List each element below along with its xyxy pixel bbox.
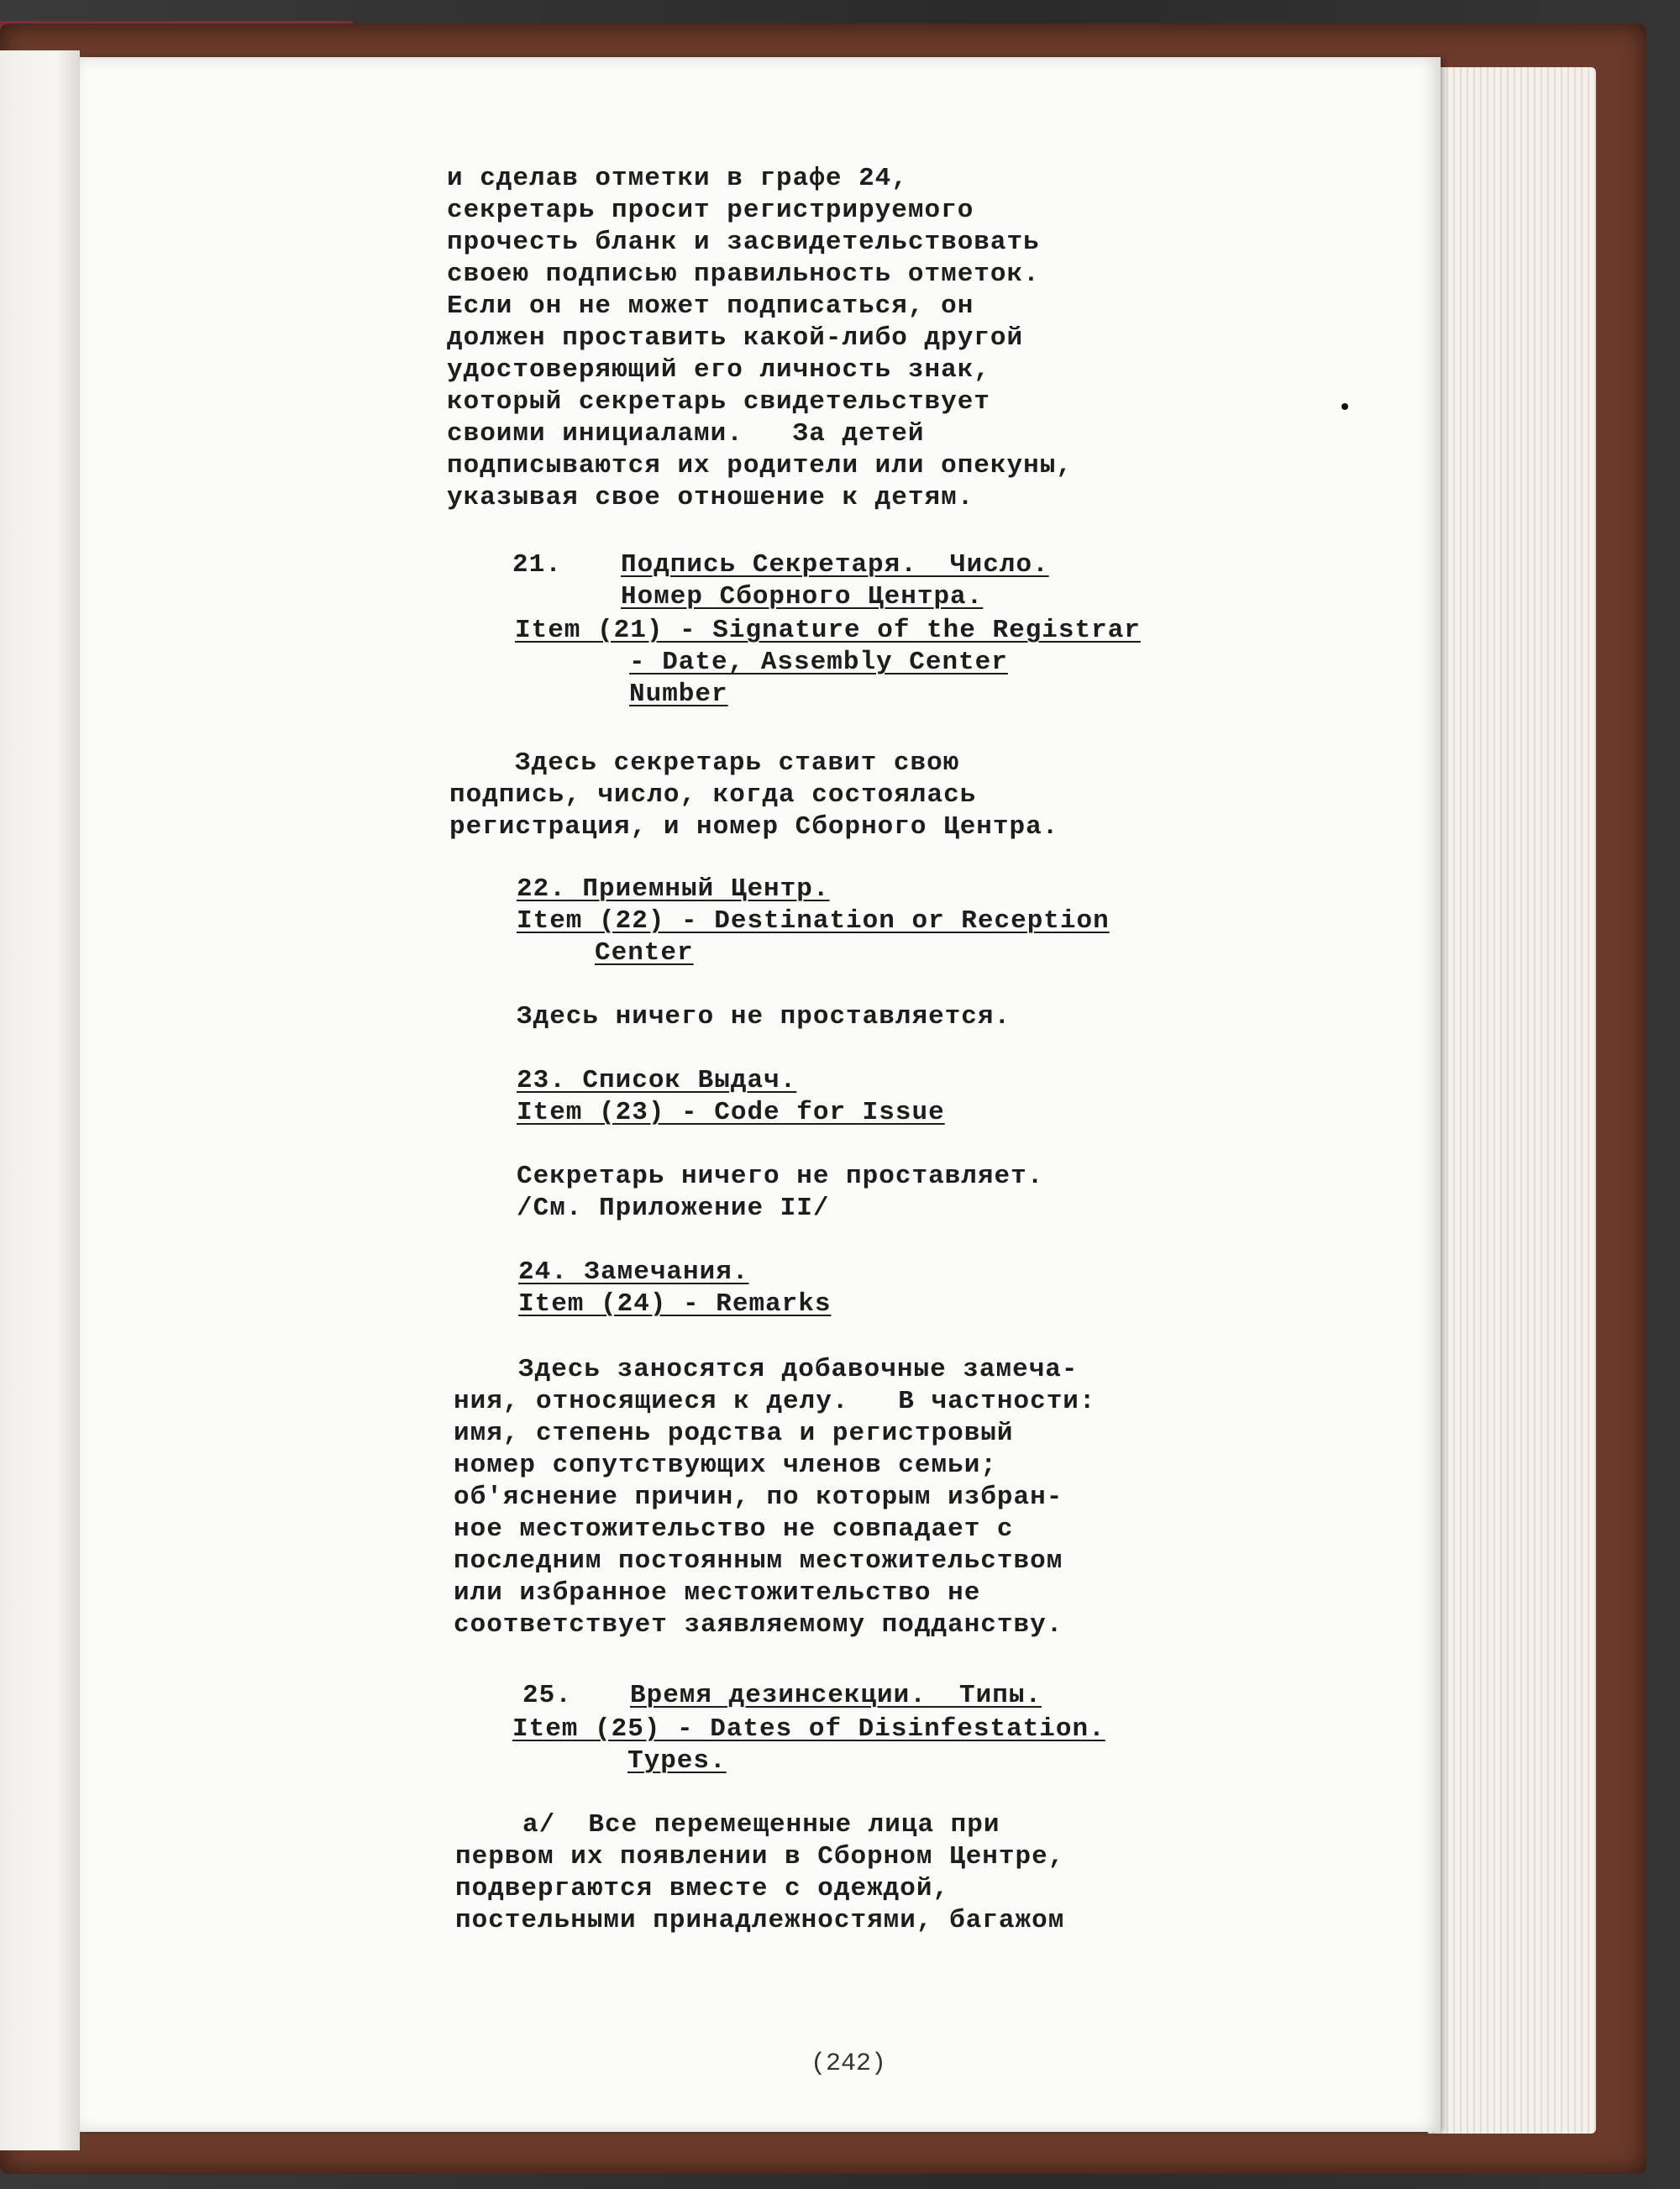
ink-speck	[1341, 403, 1348, 410]
text-line: должен проставить какой-либо другой	[447, 323, 1024, 353]
text-line: первом их появлении в Сборном Центре,	[455, 1842, 1065, 1871]
item-heading-en: Center	[595, 938, 694, 968]
text-line: Если он не может подписаться, он	[447, 291, 974, 321]
item-heading-en: Item (25) - Dates of Disinfestation.	[512, 1714, 1105, 1744]
page-edges	[1428, 67, 1596, 2134]
text-line: или избранное местожительство не	[454, 1578, 981, 1608]
text-line: Здесь ничего не проставляется.	[517, 1002, 1011, 1032]
text-line: и сделав отметки в графе 24,	[447, 164, 908, 193]
text-line: подвергаются вместе с одеждой,	[455, 1874, 950, 1903]
item-heading-en: Item (23) - Code for Issue	[517, 1098, 945, 1127]
text-line: Здесь заносятся добавочные замеча-	[518, 1355, 1079, 1384]
text-line: имя, степень родства и регистровый	[454, 1419, 1014, 1448]
text-line: который секретарь свидетельствует	[447, 387, 990, 417]
facing-page-edge	[0, 50, 80, 2150]
text-line: /См. Приложение II/	[517, 1194, 830, 1223]
text-line: ния, относящиеся к делу. В частности:	[454, 1387, 1096, 1416]
item-heading-ru: 23. Список Выдач.	[517, 1066, 797, 1095]
text-line: своею подписью правильность отметок.	[447, 260, 1040, 289]
item-heading-en: Item (21) - Signature of the Registrar	[515, 616, 1141, 645]
item-heading-ru: Время дезинсекции. Типы.	[630, 1681, 1042, 1710]
text-line: секретарь просит регистрируемого	[447, 196, 974, 225]
document-page	[80, 57, 1441, 2132]
item-heading-ru: Подпись Секретаря. Число.	[621, 550, 1049, 580]
text-line: Секретарь ничего не проставляет.	[517, 1162, 1044, 1191]
text-line: последним постоянным местожительством	[454, 1546, 1063, 1576]
item-heading-en: Item (24) - Remarks	[518, 1289, 832, 1319]
text-line: постельными принадлежностями, багажом	[455, 1906, 1065, 1935]
text-line: Здесь секретарь ставит свою	[515, 748, 960, 778]
text-line: об'яснение причин, по которым избран-	[454, 1483, 1063, 1512]
item-heading-en: - Date, Assembly Center	[629, 648, 1008, 677]
text-line: подпись, число, когда состоялась	[449, 780, 977, 810]
text-line: прочесть бланк и засвидетельствовать	[447, 228, 1040, 257]
item-number: 25.	[522, 1681, 572, 1710]
item-heading-en: Types.	[627, 1746, 727, 1776]
text-line: подписываются их родители или опекуны,	[447, 451, 1073, 480]
item-heading-ru: Номер Сборного Центра.	[621, 582, 984, 612]
item-number: 21.	[512, 550, 562, 580]
text-line: номер сопутствующих членов семьи;	[454, 1451, 997, 1480]
text-line: соответствует заявляемому подданству.	[454, 1610, 1063, 1640]
item-heading-ru: 24. Замечания.	[518, 1257, 749, 1287]
text-line: удостоверяющий его личность знак,	[447, 355, 990, 385]
text-line: своими инициалами. За детей	[447, 419, 925, 449]
text-line: ное местожительство не совпадает с	[454, 1514, 1014, 1544]
text-line: указывая свое отношение к детям.	[447, 483, 974, 512]
item-heading-en: Item (22) - Destination or Reception	[517, 906, 1110, 936]
page-number: (242)	[811, 2050, 887, 2078]
item-heading-en: Number	[629, 680, 728, 709]
text-line: регистрация, и номер Сборного Центра.	[449, 812, 1059, 842]
text-line: а/ Все перемещенные лица при	[522, 1810, 1000, 1840]
item-heading-ru: 22. Приемный Центр.	[517, 874, 830, 904]
